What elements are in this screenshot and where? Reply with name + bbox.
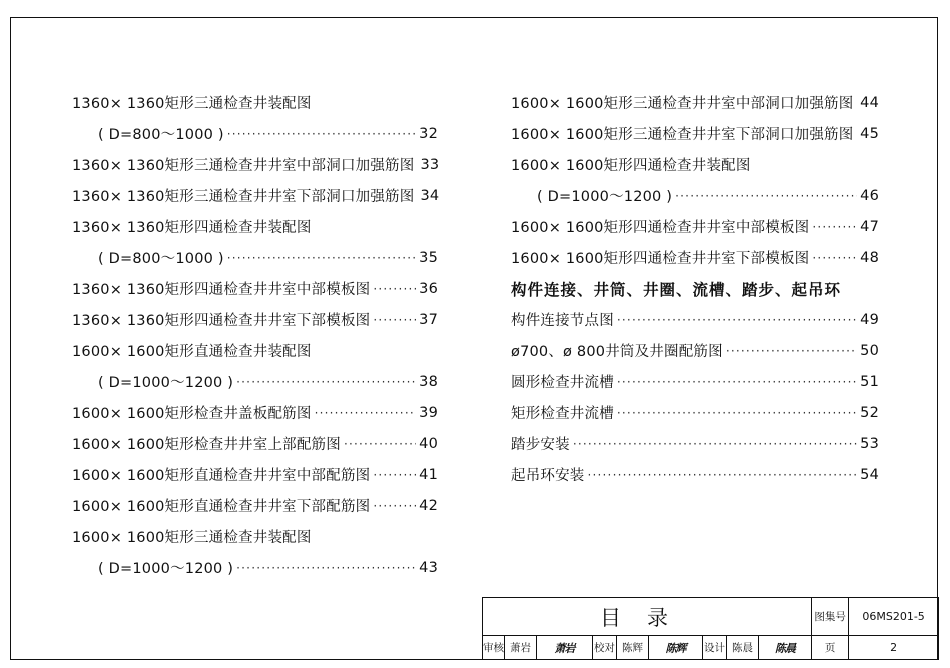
page-label: 页 <box>812 636 849 660</box>
designer-name: 陈晨 <box>727 636 759 660</box>
toc-entry-title: ( D=1000～1200 ) <box>98 375 234 391</box>
toc-page-number: 51 <box>860 373 879 390</box>
toc-entry <box>511 211 879 242</box>
toc-entry-title: ( D=1000～1200 ) <box>537 189 673 205</box>
toc-page-number: 43 <box>419 559 438 576</box>
toc-entry <box>511 242 879 273</box>
toc-leader-dots <box>236 561 416 575</box>
toc-entry <box>511 366 879 397</box>
toc-entry <box>72 180 438 211</box>
toc-entry-title: 1360× 1360矩形四通检查井井室中部模板图 <box>72 282 371 298</box>
toc-entry <box>72 87 438 118</box>
toc-leader-dots <box>573 437 857 451</box>
toc-leader-dots <box>373 499 416 513</box>
toc-entry <box>72 149 438 180</box>
toc-entry <box>511 459 879 490</box>
toc-page-number: 49 <box>860 311 879 328</box>
atlas-number-label: 图集号 <box>812 598 849 636</box>
toc-page-number: 34 <box>420 187 440 204</box>
atlas-number: 06MS201-5 <box>849 598 939 636</box>
toc-section-heading <box>511 273 879 304</box>
toc-page-number: 48 <box>860 249 879 266</box>
toc-entry-title: 1600× 1600矩形直通检查井井室中部配筋图 <box>72 468 371 484</box>
toc-leader-dots <box>315 406 417 420</box>
toc-page-number: 53 <box>860 435 879 452</box>
toc-entry-title: 1360× 1360矩形四通检查井井室下部模板图 <box>72 313 371 329</box>
toc-page-number: 44 <box>860 94 879 111</box>
toc-entry-title: 1360× 1360矩形三通检查井装配图 <box>72 96 312 112</box>
toc-leader-dots <box>236 375 416 389</box>
toc-entry <box>72 304 438 335</box>
toc-entry-title: 1360× 1360矩形四通检查井装配图 <box>72 220 312 236</box>
toc-page-number: 40 <box>419 435 438 452</box>
toc-entry <box>72 552 438 583</box>
toc-entry <box>511 428 879 459</box>
toc-entry-title: 1600× 1600矩形四通检查井装配图 <box>511 158 751 174</box>
toc-entry <box>72 459 438 490</box>
toc-entry <box>72 428 438 459</box>
toc-leader-dots <box>675 189 857 203</box>
title-block <box>482 597 939 660</box>
toc-leader-dots <box>588 468 858 482</box>
toc-right-column <box>511 87 879 490</box>
toc-entry-title: 1600× 1600矩形检查井井室上部配筋图 <box>72 437 341 453</box>
toc-leader-dots <box>726 344 857 358</box>
toc-entry <box>72 242 438 273</box>
toc-leader-dots <box>344 437 416 451</box>
toc-leader-dots <box>617 406 857 420</box>
design-label: 设计 <box>703 636 727 660</box>
toc-page-number: 46 <box>860 187 879 204</box>
toc-page-number: 41 <box>419 466 438 483</box>
toc-entry <box>72 397 438 428</box>
toc-entry-title: 1600× 1600矩形直通检查井装配图 <box>72 344 312 360</box>
toc-leader-dots <box>227 251 416 265</box>
toc-entry <box>72 521 438 552</box>
toc-leader-dots <box>856 127 857 141</box>
toc-entry <box>72 273 438 304</box>
toc-entry-title: 构件连接节点图 <box>511 313 614 329</box>
toc-entry <box>72 118 438 149</box>
toc-leader-dots <box>812 220 857 234</box>
toc-page-number: 50 <box>860 342 879 359</box>
toc-leader-dots <box>227 127 416 141</box>
toc-page-number: 36 <box>419 280 438 297</box>
toc-entry <box>72 366 438 397</box>
toc-page-number: 52 <box>860 404 879 421</box>
toc-page-number: 35 <box>419 249 438 266</box>
toc-entry-title: 1600× 1600矩形三通检查井井室中部洞口加强筋图 <box>511 96 854 112</box>
toc-left-column <box>72 87 438 583</box>
checker-name: 陈辉 <box>617 636 649 660</box>
toc-page-number: 37 <box>419 311 438 328</box>
toc-entry-title: ( D=800～1000 ) <box>98 251 224 267</box>
checker-signature: 陈辉 <box>649 636 703 660</box>
toc-page-number: 32 <box>419 125 438 142</box>
toc-entry-title: 1600× 1600矩形直通检查井井室下部配筋图 <box>72 499 371 515</box>
toc-page-number: 54 <box>860 466 879 483</box>
toc-entry-title: 起吊环安装 <box>511 468 585 484</box>
toc-entry <box>511 118 879 149</box>
toc-leader-dots <box>373 468 416 482</box>
toc-leader-dots <box>617 313 857 327</box>
toc-entry-title: 矩形检查井流槽 <box>511 406 614 422</box>
toc-page-number: 42 <box>419 497 438 514</box>
toc-page-number: 39 <box>419 404 438 421</box>
toc-entry-title: 1600× 1600矩形四通检查井井室中部模板图 <box>511 220 810 236</box>
toc-entry <box>72 211 438 242</box>
toc-entry <box>72 490 438 521</box>
toc-page-number: 38 <box>419 373 438 390</box>
toc-entry <box>511 180 879 211</box>
toc-entry-title: 1600× 1600矩形四通检查井井室下部模板图 <box>511 251 810 267</box>
toc-entry-title: 构件连接、井筒、井圈、流槽、踏步、起吊环 <box>511 280 842 299</box>
toc-leader-dots <box>812 251 857 265</box>
toc-page-number: 33 <box>420 156 440 173</box>
toc-entry-title: 1360× 1360矩形三通检查井井室下部洞口加强筋图 <box>72 189 415 205</box>
toc-entry-title: 踏步安装 <box>511 437 570 453</box>
toc-entry <box>511 304 879 335</box>
toc-entry <box>511 149 879 180</box>
page-number: 2 <box>849 636 939 660</box>
review-label: 审核 <box>483 636 505 660</box>
toc-page-number: 47 <box>860 218 879 235</box>
reviewer-signature: 萧岩 <box>537 636 593 660</box>
toc-leader-dots <box>373 282 416 296</box>
toc-entry <box>511 87 879 118</box>
designer-signature: 陈晨 <box>759 636 812 660</box>
toc-entry <box>511 397 879 428</box>
toc-entry-title: 1600× 1600矩形三通检查井井室下部洞口加强筋图 <box>511 127 854 143</box>
toc-entry-title: ( D=800～1000 ) <box>98 127 224 143</box>
document-title: 目录 <box>483 598 812 636</box>
toc-entry <box>511 335 879 366</box>
check-label: 校对 <box>593 636 617 660</box>
toc-leader-dots <box>373 313 416 327</box>
toc-leader-dots <box>617 375 857 389</box>
toc-entry-title: ( D=1000～1200 ) <box>98 561 234 577</box>
toc-entry-title: 1600× 1600矩形检查井盖板配筋图 <box>72 406 312 422</box>
reviewer-name: 萧岩 <box>505 636 537 660</box>
toc-page-number: 45 <box>860 125 879 142</box>
toc-entry-title: ø700、ø 800井筒及井圈配筋图 <box>511 344 723 360</box>
toc-entry-title: 1600× 1600矩形三通检查井装配图 <box>72 530 312 546</box>
toc-leader-dots <box>856 96 857 110</box>
toc-entry-title: 1360× 1360矩形三通检查井井室中部洞口加强筋图 <box>72 158 415 174</box>
toc-entry <box>72 335 438 366</box>
toc-entry-title: 圆形检查井流槽 <box>511 375 614 391</box>
